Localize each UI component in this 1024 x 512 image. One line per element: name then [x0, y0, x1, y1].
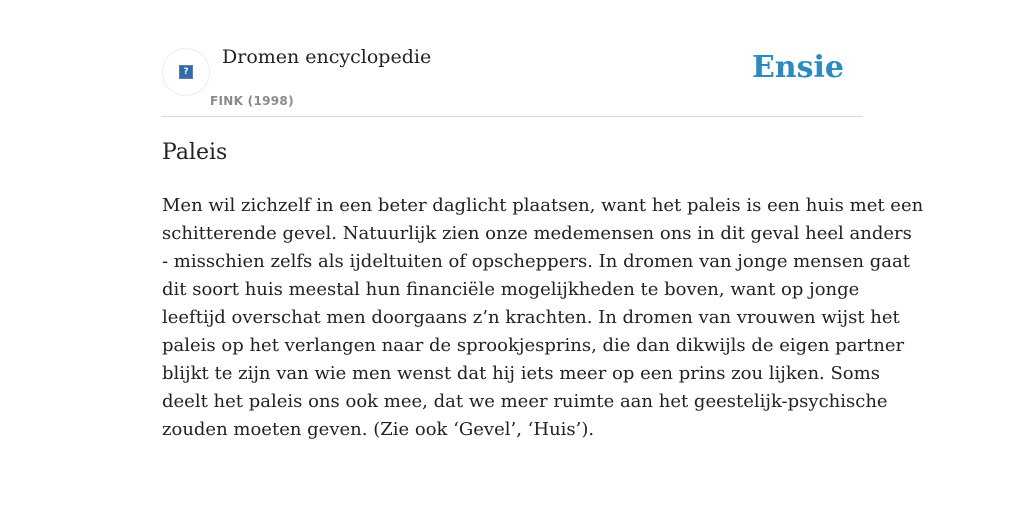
entry-body-line: Men wil zichzelf in een beter daglicht plaatsen, want het paleis is een huis met een — [162, 195, 924, 216]
entry-body-line: dit soort huis meestal hun financiële mogelijkheden te boven, want op jonge — [162, 279, 860, 300]
entry-body-line: blijkt te zijn van wie men wenst dat hij iets meer op een prins zou lijken. Soms — [162, 363, 880, 384]
entry-body-line: leeftijd overschat men doorgaans z’n krachten. In dromen van vrouwen wijst het — [162, 307, 900, 328]
book-title[interactable]: Dromen encyclopedie — [222, 46, 432, 68]
entry-body-line: schitterende gevel. Natuurlijk zien onze medemensen ons in dit geval heel anders — [162, 223, 912, 244]
broken-image-icon: ? — [179, 65, 193, 79]
book-cover-image[interactable] — [162, 48, 210, 96]
header — [162, 0, 862, 117]
book-source: FINK (1998) — [210, 94, 294, 108]
entry-body-line: zouden moeten geven. (Zie ook ‘Gevel’, ‘Huis’). — [162, 419, 595, 440]
brand-logo[interactable]: Ensie — [751, 50, 844, 85]
entry-body-line: - misschien zelfs als ijdeltuiten of opscheppers. In dromen van jonge mensen gaat — [162, 251, 910, 272]
entry-body — [162, 192, 924, 444]
entry-body-line: paleis op het verlangen naar de sprookjesprins, die dan dikwijls de eigen partner — [162, 335, 905, 356]
entry-title: Paleis — [162, 140, 228, 165]
entry-body-line: deelt het paleis ons ook mee, dat we meer ruimte aan het geestelijk-psychische — [162, 391, 888, 412]
